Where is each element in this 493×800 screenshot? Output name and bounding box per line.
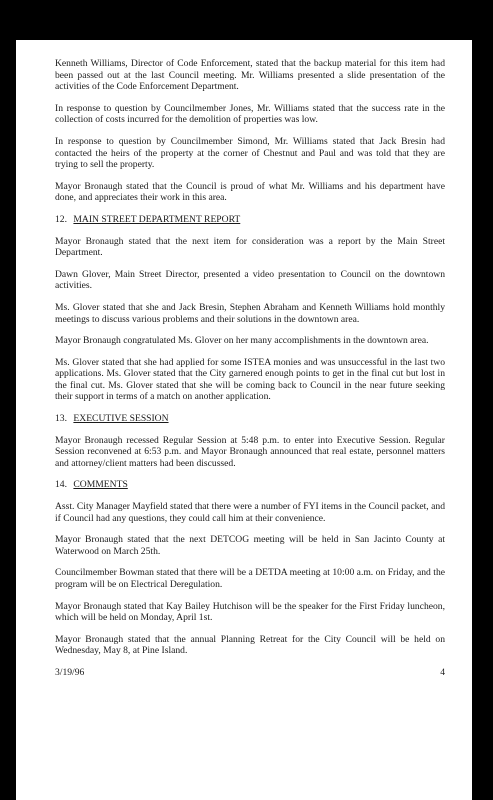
section-number: 14. xyxy=(55,479,67,491)
paragraph: Mayor Bronaugh congratulated Ms. Glover on her many accomplishments in the downtown area. xyxy=(55,335,429,347)
paragraph: Councilmember Bowman stated that there will be a DETDA meeting at 10:00 a.m. on Friday, and the program will be on Electrical Deregulation. xyxy=(55,567,445,590)
paragraph: Mayor Bronaugh stated that Kay Bailey Hutchison will be the speaker for the First Friday luncheon, which will be held on Monday, April 1st. xyxy=(55,600,445,624)
section-heading-12 xyxy=(55,214,445,226)
page-footer xyxy=(55,667,445,679)
section-title: EXECUTIVE SESSION xyxy=(73,413,169,425)
paragraph: In response to question by Councilmember Simond, Mr. Williams stated that Jack Bresin had contacted the heirs of the property at the corner of Chestnut and Paul and was told that they are trying to sell the property. xyxy=(55,135,445,171)
section-number: 12. xyxy=(55,213,67,225)
paragraph: Kenneth Williams, Director of Code Enforcement, stated that the backup material for this item had been passed out at the last Council meeting. Mr. Williams presented a slide presentation of the activities of the Code Enforcement Department. xyxy=(55,58,445,93)
paragraph: Asst. City Manager Mayfield stated that there were a number of FYI items in the Council packet, and if Council had any questions, they could call him at their convenience. xyxy=(55,501,445,524)
paragraph: Ms. Glover stated that she and Jack Bresin, Stephen Abraham and Kenneth Williams hold monthly meetings to discuss various problems and their solutions in the downtown area. xyxy=(55,301,445,325)
section-title: MAIN STREET DEPARTMENT REPORT xyxy=(73,213,241,225)
document-page xyxy=(16,40,472,800)
paragraph: Ms. Glover stated that she had applied for some ISTEA monies and was unsuccessful in the last two applications. Ms. Glover stated that the City garnered enough points to get in the final cut but lost in the final cut. Ms. Glover stated that she will be coming back to Council in the near future seeking their support in terms of a match on another application. xyxy=(55,356,445,403)
section-heading-13 xyxy=(55,413,445,425)
paragraph: Mayor Bronaugh recessed Regular Session at 5:48 p.m. to enter into Executive Session. Regular Session reconvened at 6:53 p.m. and Mayor Bronaugh announced that real estate, personnel matters and attorney/client matters had been discussed. xyxy=(55,434,445,469)
paragraph: Mayor Bronaugh stated that the Council is proud of what Mr. Williams and his department have done, and appreciates their work in this area. xyxy=(55,180,445,204)
paragraph: Mayor Bronaugh stated that the next item for consideration was a report by the Main Street Department. xyxy=(55,235,445,259)
paragraph: Dawn Glover, Main Street Director, presented a video presentation to Council on the downtown activities. xyxy=(55,268,445,292)
paragraph: Mayor Bronaugh stated that the next DETCOG meeting will be held in San Jacinto County at Waterwood on March 25th. xyxy=(55,534,445,557)
page-number: 4 xyxy=(440,666,445,678)
paragraph: Mayor Bronaugh stated that the annual Planning Retreat for the City Council will be held on Wednesday, May 8, at Pine Island. xyxy=(55,633,445,657)
paragraph: In response to question by Councilmember Jones, Mr. Williams stated that the success rate in the collection of costs incurred for the demolition of properties was low. xyxy=(55,102,445,126)
section-title: COMMENTS xyxy=(73,479,128,491)
footer-date: 3/19/96 xyxy=(55,666,85,678)
section-heading-14 xyxy=(55,479,445,491)
section-number: 13. xyxy=(55,413,67,425)
